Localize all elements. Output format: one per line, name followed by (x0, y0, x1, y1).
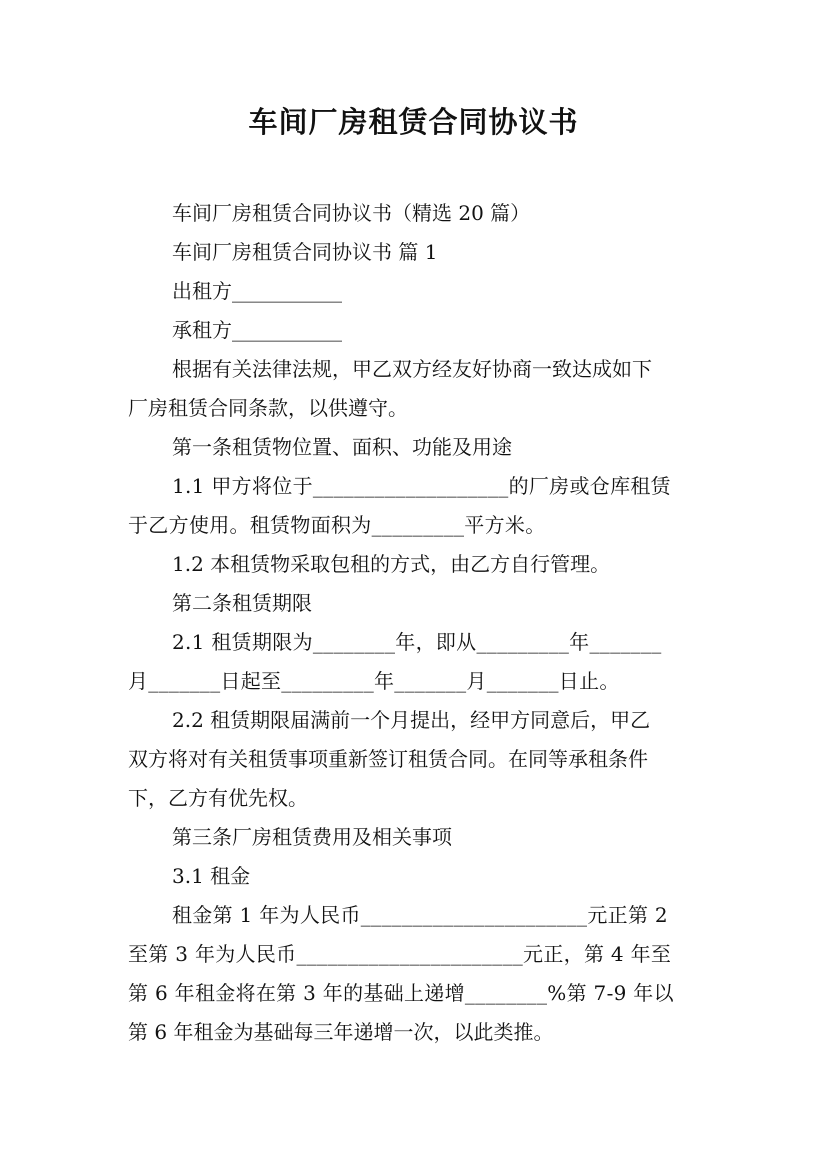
article-2-2-line-2: 双方将对有关租赁事项重新签订租赁合同。在同等承租条件 (128, 747, 648, 771)
document-title: 车间厂房租赁合同协议书 (248, 105, 579, 139)
document-body (128, 194, 703, 1052)
article-1-1-line-2: 于乙方使用。租赁物面积为_________平方米。 (128, 513, 546, 537)
article-1-2: 1.2 本租赁物采取包租的方式，由乙方自行管理。 (172, 552, 611, 576)
rent-line-4: 第 6 年租金为基础每三年递增一次，以此类推。 (128, 1020, 554, 1044)
article-2-2-line-3: 下，乙方有优先权。 (128, 786, 308, 810)
rent-line-1: 租金第 1 年为人民币______________________元正第 2 (172, 903, 668, 927)
article-1-1-line-1: 1.1 甲方将位于___________________的厂房或仓库租赁 (172, 474, 671, 498)
article-2-1-line-1: 2.1 租赁期限为________年，即从_________年_______ (172, 630, 662, 654)
lessee-line: 承租方___________ (172, 318, 342, 342)
section-heading: 车间厂房租赁合同协议书 篇 1 (172, 240, 438, 264)
article-2-heading: 第二条租赁期限 (172, 591, 312, 615)
article-3-1: 3.1 租金 (172, 864, 251, 888)
intro-line-1: 根据有关法律法规，甲乙双方经友好协商一致达成如下 (172, 357, 652, 381)
intro-line-2: 厂房租赁合同条款，以供遵守。 (128, 396, 408, 420)
article-3-heading: 第三条厂房租赁费用及相关事项 (172, 825, 452, 849)
lessor-line: 出租方___________ (172, 279, 342, 303)
article-1-heading: 第一条租赁物位置、面积、功能及用途 (172, 435, 512, 459)
rent-line-3: 第 6 年租金将在第 3 年的基础上递增________%第 7-9 年以 (128, 981, 674, 1005)
subtitle: 车间厂房租赁合同协议书（精选 20 篇） (172, 201, 531, 225)
article-2-1-line-2: 月_______日起至_________年_______月_______日止。 (128, 669, 620, 693)
article-2-2-line-1: 2.2 租赁期限届满前一个月提出，经甲方同意后，甲乙 (172, 708, 651, 732)
rent-line-2: 至第 3 年为人民币______________________元正，第 4 年至 (128, 942, 672, 966)
